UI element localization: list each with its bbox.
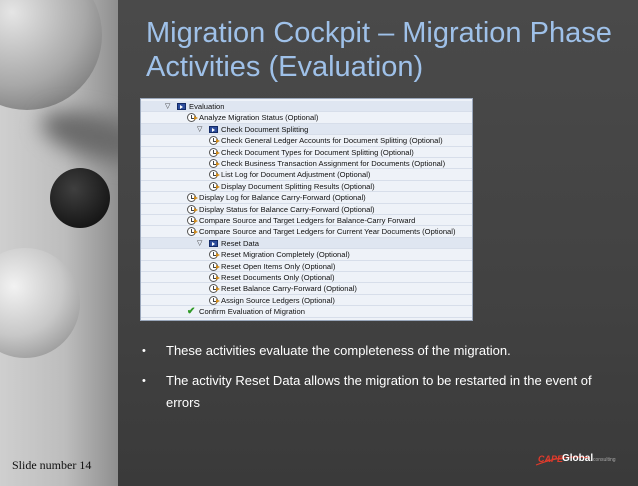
expand-toggle-icon[interactable]: ▽ (197, 125, 203, 133)
tree-item-label[interactable]: Check Business Transaction Assignment for Documents (Optional) (221, 159, 446, 168)
execute-activity-icon[interactable] (209, 182, 218, 191)
tree-folder-row[interactable] (141, 124, 472, 135)
tree-item-label[interactable]: Confirm Evaluation of Migration (199, 307, 305, 317)
tree-item-label[interactable]: Reset Balance Carry-Forward (Optional) (221, 284, 357, 294)
execute-activity-icon[interactable] (187, 227, 196, 236)
tree-activity-row[interactable] (141, 261, 472, 272)
tree-item-label[interactable]: Compare Source and Target Ledgers for Balance-Carry Forward (199, 216, 416, 225)
expand-toggle-icon[interactable]: ▽ (165, 103, 171, 110)
tree-activity-row[interactable] (141, 169, 472, 180)
execute-activity-icon[interactable] (209, 136, 218, 145)
execute-activity-icon[interactable] (187, 205, 196, 214)
tree-activity-row[interactable] (141, 204, 472, 215)
logo-global-text: Global (562, 453, 594, 464)
logo-cape-text: CAPE (538, 454, 564, 464)
pushpin-head-top (0, 0, 102, 110)
execute-activity-icon[interactable] (209, 148, 218, 157)
tree-activity-row[interactable] (141, 295, 472, 306)
tree-activity-row[interactable] (141, 306, 472, 317)
logo-consulting-text: consulting (593, 457, 616, 463)
tree-activity-row[interactable] (141, 192, 472, 203)
slide-number: Slide number 14 (12, 458, 92, 472)
folder-icon (209, 126, 218, 133)
tree-item-label[interactable]: Reset Documents Only (Optional) (221, 273, 335, 282)
tree-activity-row[interactable] (141, 272, 472, 283)
execute-activity-icon[interactable] (187, 216, 196, 225)
execute-activity-icon[interactable] (209, 170, 218, 179)
tree-item-label[interactable]: Analyze Migration Status (Optional) (199, 113, 319, 123)
tree-activity-row[interactable] (141, 215, 472, 226)
tree-item-label[interactable]: Display Document Splitting Results (Optional) (221, 181, 375, 191)
bullet-text: These activities evaluate the completeness of the migration. (166, 343, 511, 358)
tree-item-label[interactable]: Display Status for Balance Carry-Forward (Optional) (199, 204, 375, 214)
tree-item-label[interactable]: Display Log for Balance Carry-Forward (Optional) (199, 193, 366, 203)
tree-item-label[interactable]: Reset Open Items Only (Optional) (221, 261, 336, 271)
execute-activity-icon[interactable] (209, 273, 218, 282)
tree-activity-row[interactable] (141, 147, 472, 158)
tree-item-label[interactable]: Check Document Types for Document Splitting (Optional) (221, 147, 414, 157)
tree-activity-row[interactable] (141, 181, 472, 192)
tree-item-label[interactable]: Assign Source Ledgers (Optional) (221, 295, 335, 305)
tree-activity-row[interactable] (141, 135, 472, 146)
capeglobal-logo (534, 452, 618, 468)
execute-activity-icon[interactable] (187, 193, 196, 202)
tree-activity-row[interactable] (141, 283, 472, 294)
folder-icon (209, 240, 218, 247)
bullet-dot: • (142, 345, 146, 357)
tree-item-label[interactable]: Check Document Splitting (221, 124, 309, 134)
tree-item-label[interactable]: Evaluation (189, 102, 225, 111)
decorative-pushpins-photo (0, 0, 118, 486)
pin-shadow (36, 101, 118, 170)
execute-activity-icon[interactable] (209, 159, 218, 168)
bullet-text: The activity Reset Data allows the migration to be restarted in the event of errors (166, 373, 592, 410)
bullet-list (140, 340, 610, 422)
tree-activity-row[interactable] (141, 226, 472, 237)
tree-item-label[interactable]: List Log for Document Adjustment (Optional) (221, 170, 371, 180)
execute-activity-icon[interactable] (187, 113, 196, 122)
expand-toggle-icon[interactable]: ▽ (197, 239, 203, 247)
execute-activity-icon[interactable] (209, 284, 218, 293)
tree-item-label[interactable]: Compare Source and Target Ledgers for Current Year Documents (Optional) (199, 227, 456, 237)
tree-activity-row[interactable] (141, 158, 472, 169)
execute-activity-icon[interactable] (209, 262, 218, 271)
completed-check-icon: ✔ (187, 306, 196, 318)
tree-item-label[interactable]: Reset Migration Completely (Optional) (221, 250, 350, 260)
slide-title: Migration Cockpit – Migration Phase Activities (Evaluation) (146, 17, 612, 83)
folder-icon (177, 103, 186, 110)
sap-activity-tree (140, 98, 473, 321)
tree-folder-row[interactable] (141, 101, 472, 112)
bullet-item (140, 340, 610, 362)
tree-item-label[interactable]: Check General Ledger Accounts for Document Splitting (Optional) (221, 136, 443, 146)
tree-activity-row[interactable] (141, 249, 472, 260)
pushpin-head-dark (50, 168, 110, 228)
tree-item-label[interactable]: Reset Data (221, 238, 259, 248)
tree-folder-row[interactable] (141, 238, 472, 249)
pushpin-head-bottom (0, 248, 80, 358)
execute-activity-icon[interactable] (209, 296, 218, 305)
bullet-dot: • (142, 375, 146, 387)
tree-activity-row[interactable] (141, 112, 472, 123)
execute-activity-icon[interactable] (209, 250, 218, 259)
bullet-item (140, 370, 610, 414)
